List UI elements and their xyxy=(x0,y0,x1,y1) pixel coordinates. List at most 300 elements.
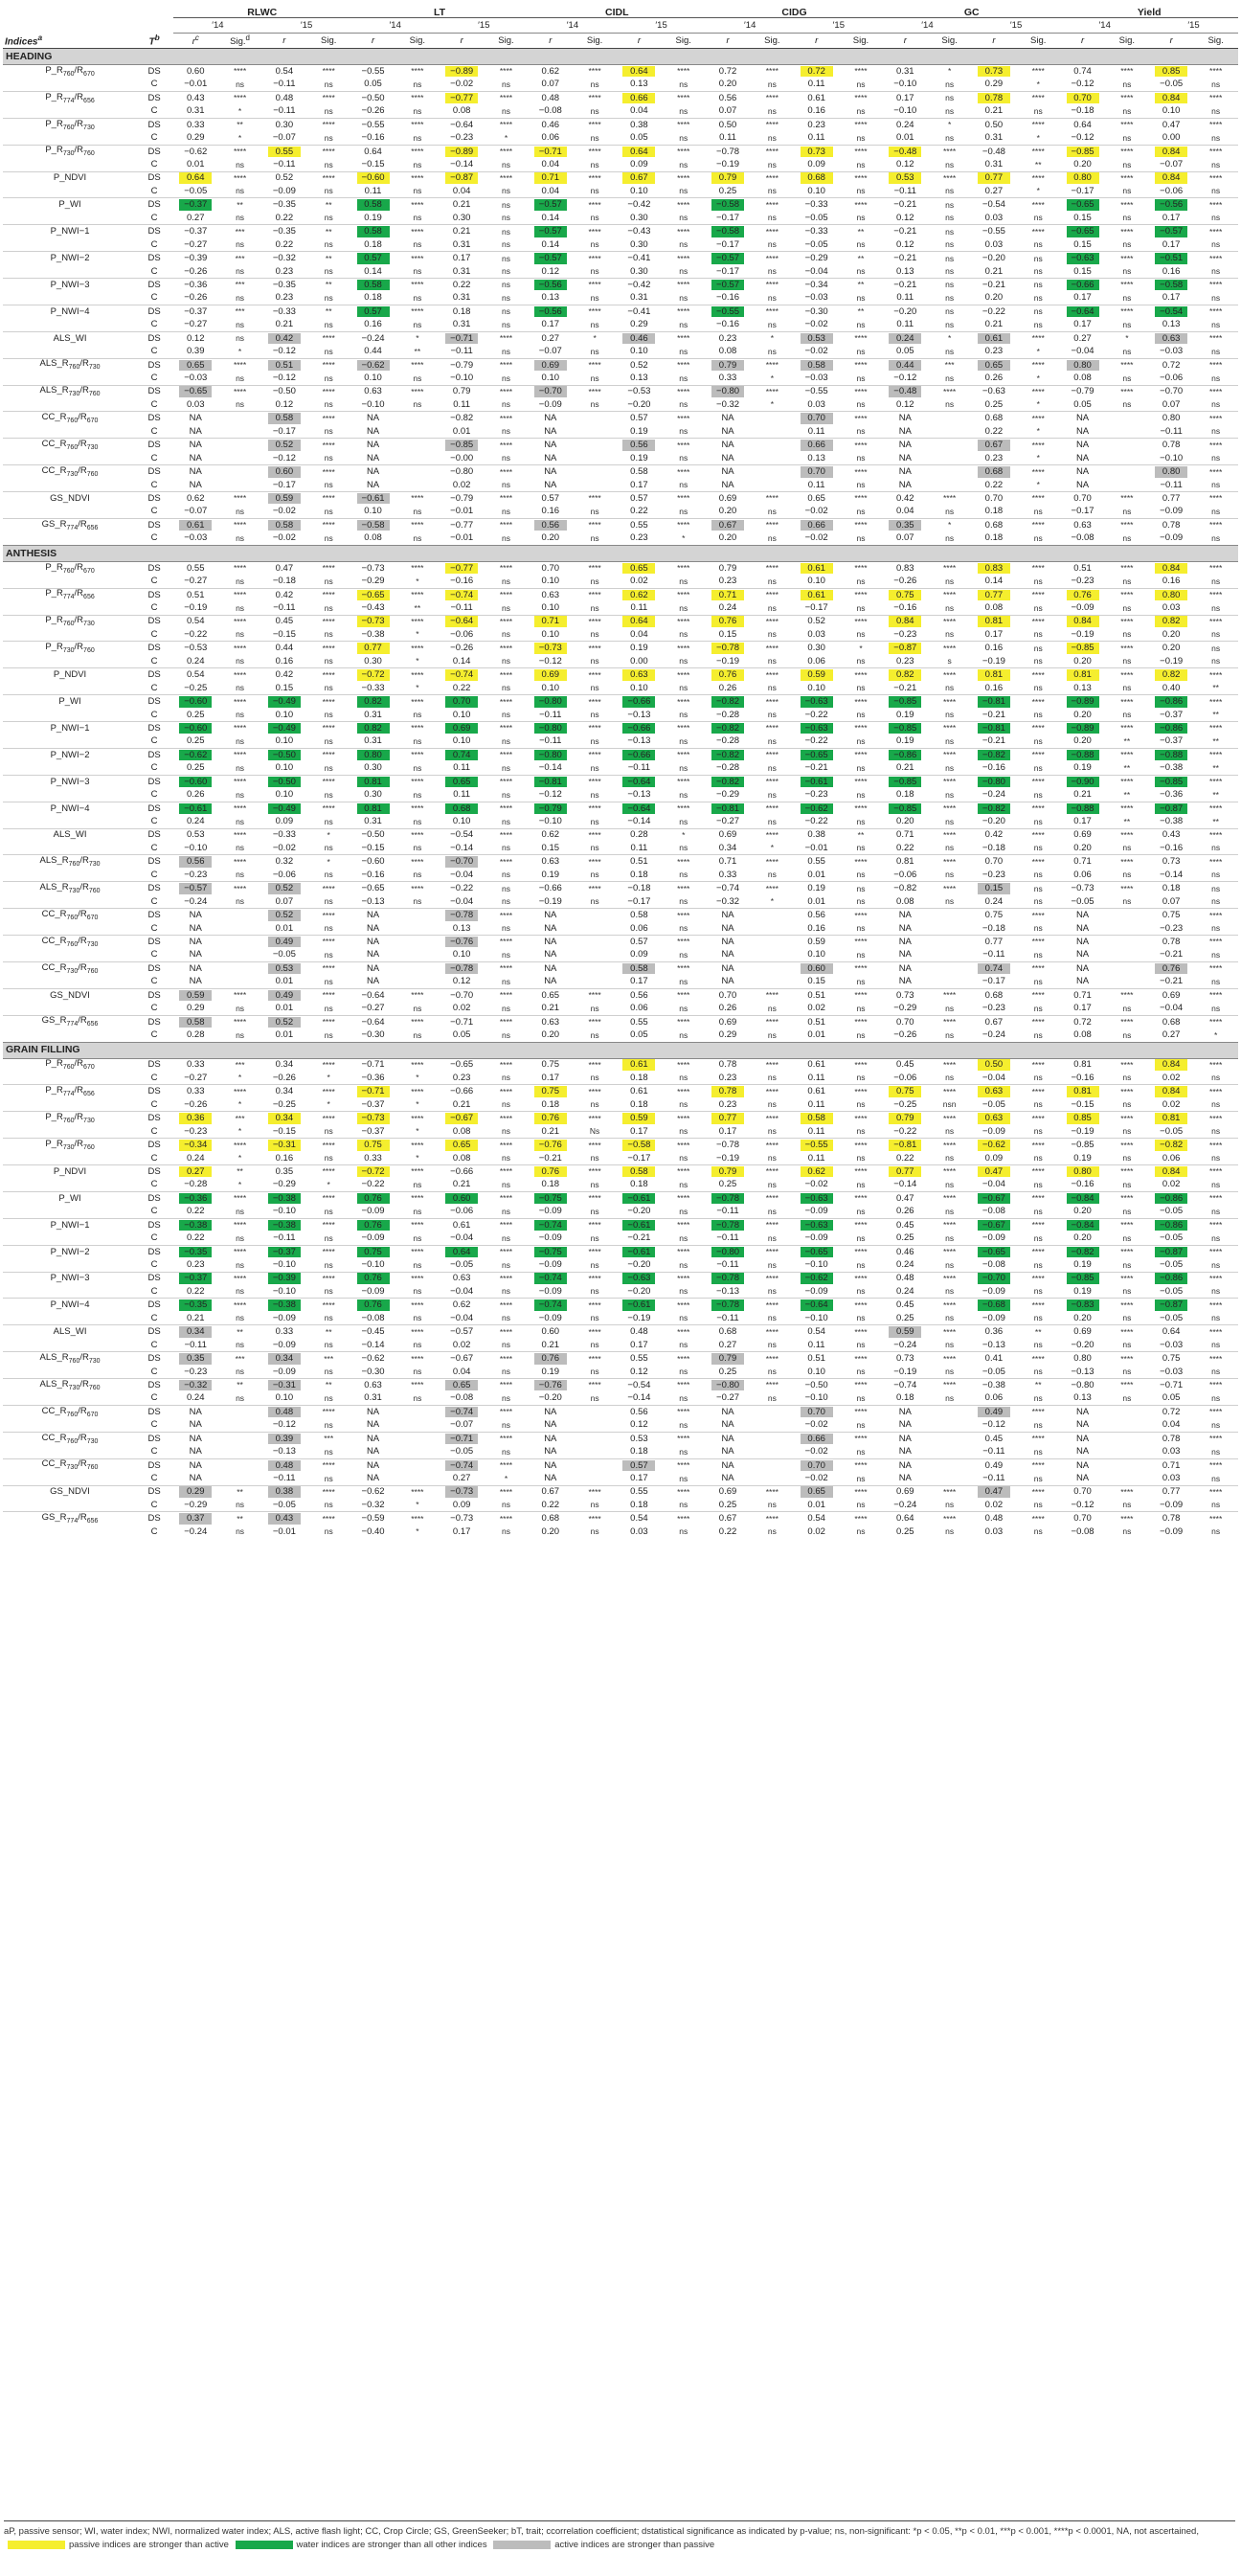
highlighted-value: −0.58 xyxy=(1155,280,1187,291)
r-value-cell: 0.19 xyxy=(630,425,648,437)
sig-cell: ns xyxy=(590,1367,599,1377)
r-value-cell: −0.30 xyxy=(361,1029,385,1041)
sig-cell: ns xyxy=(236,239,245,250)
r-value-cell xyxy=(706,1272,750,1285)
sig-cell: **** xyxy=(1016,198,1060,212)
highlighted-value: 0.34 xyxy=(268,1353,301,1365)
r-value-cell xyxy=(972,1405,1016,1418)
index-name xyxy=(3,815,135,828)
sig-cell: ** xyxy=(1034,159,1042,169)
r-value-cell xyxy=(617,561,661,575)
r-value-cell: 0.19 xyxy=(630,452,648,463)
sig-cell: **** xyxy=(573,1165,617,1179)
r-value-cell: NA xyxy=(1075,949,1090,960)
sig-cell: **** xyxy=(839,439,883,452)
highlighted-value: 0.81 xyxy=(1155,1113,1187,1124)
r-value-cell xyxy=(883,518,927,531)
sig-cell: **** xyxy=(1105,1512,1149,1525)
sig-cell: **** xyxy=(839,1432,883,1445)
r-value-cell: 0.34 xyxy=(275,1059,294,1071)
sig-cell: ns xyxy=(501,239,510,250)
highlighted-value: 0.79 xyxy=(711,1166,744,1178)
r-value-cell: −0.05 xyxy=(1071,895,1094,907)
highlighted-value: 0.69 xyxy=(445,723,478,734)
index-name: $ALS\_R_{730}/R_{760}$ xyxy=(3,882,135,895)
table-row xyxy=(3,1366,1238,1379)
r-value-cell: 0.10 xyxy=(275,1392,294,1404)
r-value-cell: −0.19 xyxy=(716,159,740,170)
sig-cell xyxy=(1105,425,1149,439)
sig-cell: ns xyxy=(1033,735,1043,746)
r-value-cell: 0.01 xyxy=(452,425,471,437)
r-value-cell: 0.31 xyxy=(984,132,1004,144)
trait-cell: DS xyxy=(135,615,173,628)
sig-cell: **** xyxy=(484,802,528,815)
r-value-cell: 0.07 xyxy=(1162,398,1181,410)
r-value-cell xyxy=(262,1379,306,1392)
index-name xyxy=(3,788,135,802)
r-value-cell xyxy=(1149,695,1193,709)
sig-cell: ns xyxy=(324,292,333,303)
r-value-cell xyxy=(350,1139,395,1152)
sig-cell: ns xyxy=(1033,1340,1043,1350)
r-value-cell xyxy=(350,1085,395,1098)
sig-cell: ns xyxy=(590,132,599,143)
r-value-cell xyxy=(795,1432,839,1445)
r-value-cell: −0.74 xyxy=(883,1379,927,1392)
sig-cell: **** xyxy=(573,118,617,131)
r-value-cell: NA xyxy=(706,439,750,452)
r-value-cell: 0.01 xyxy=(807,869,825,880)
sig-cell: ns xyxy=(236,843,245,853)
trait-cell: DS xyxy=(135,936,173,949)
sig-cell: **** xyxy=(1016,331,1060,345)
sig-cell: **** xyxy=(1105,385,1149,398)
highlighted-value: 0.77 xyxy=(357,643,390,654)
r-value-cell: −0.23 xyxy=(893,628,917,640)
r-value-cell: 0.20 xyxy=(718,506,737,517)
sig-cell: ns xyxy=(945,239,955,250)
sig-cell: **** xyxy=(677,563,690,574)
sig-cell: **** xyxy=(839,1299,883,1312)
table-row xyxy=(3,628,1238,642)
sig-cell: **** xyxy=(662,412,706,425)
r-value-cell: −0.21 xyxy=(982,735,1005,747)
sig-cell: ns xyxy=(590,1313,599,1323)
sig-cell: ns xyxy=(501,1206,510,1216)
sig-cell: **** xyxy=(1016,1191,1060,1205)
table-row xyxy=(3,1512,1238,1525)
sig-cell: * xyxy=(416,1099,419,1110)
r-value-cell: −0.30 xyxy=(361,1366,385,1377)
r-value-cell: −0.07 xyxy=(538,346,562,357)
r-column-header: r xyxy=(972,34,1016,49)
r-value-cell xyxy=(173,882,217,895)
r-value-cell: 0.55 xyxy=(617,518,661,531)
r-value-cell xyxy=(706,1112,750,1125)
sig-cell: ns xyxy=(679,735,688,746)
r-value-cell: −0.55 xyxy=(361,65,385,77)
highlighted-value: −0.80 xyxy=(534,696,567,708)
table-row xyxy=(3,1125,1238,1139)
index-name xyxy=(3,575,135,588)
r-value-cell: NA xyxy=(898,425,912,437)
sig-cell: **** xyxy=(662,1085,706,1098)
r-value-cell xyxy=(440,331,484,345)
r-value-cell: 0.11 xyxy=(896,292,914,304)
highlighted-value: −0.64 xyxy=(801,1299,833,1311)
r-value-cell: 0.43 xyxy=(1149,828,1193,842)
highlighted-value: 0.65 xyxy=(978,360,1010,372)
sig-cell: **** xyxy=(839,988,883,1002)
r-value-cell xyxy=(1060,91,1104,104)
sig-cell: * xyxy=(1036,79,1040,89)
r-value-cell: NA xyxy=(350,1405,395,1418)
sig-cell: *** xyxy=(235,1059,245,1070)
sig-cell: **** xyxy=(573,171,617,185)
sig-cell: **** xyxy=(573,588,617,601)
highlighted-value: 0.80 xyxy=(1155,590,1187,601)
r-value-cell: 0.21 xyxy=(896,762,914,774)
r-value-cell xyxy=(706,518,750,531)
r-value-cell: NA xyxy=(366,922,380,934)
sig-cell: ns xyxy=(413,239,422,250)
trait-cell: DS xyxy=(147,1059,161,1071)
r-value-cell: −0.02 xyxy=(804,346,828,357)
sig-cell: **** xyxy=(1016,225,1060,238)
r-value-cell xyxy=(440,1139,484,1152)
index-name: $CC\_R_{760}/R_{730}$ xyxy=(3,439,135,452)
sig-cell: ns xyxy=(1122,1340,1132,1350)
highlighted-value: −0.74 xyxy=(445,1460,478,1472)
sig-cell xyxy=(573,909,617,922)
r-value-cell: 0.34 xyxy=(718,842,737,853)
r-value-cell: 0.18 xyxy=(630,1499,648,1510)
trait-cell: DS xyxy=(135,385,173,398)
sig-cell: **** xyxy=(1193,1272,1238,1285)
r-value-cell: 0.62 xyxy=(529,828,573,842)
highlighted-value: −0.84 xyxy=(1067,1220,1099,1232)
r-value-cell xyxy=(617,588,661,601)
sig-cell: ** xyxy=(839,279,883,292)
r-value-cell: NA xyxy=(173,909,217,922)
sig-cell: **** xyxy=(217,1015,261,1028)
highlighted-value: 0.60 xyxy=(445,1193,478,1205)
sig-cell: **** xyxy=(662,1405,706,1418)
sig-cell: ns xyxy=(1211,1392,1221,1403)
sig-cell: ns xyxy=(590,532,599,543)
highlighted-value: 0.59 xyxy=(179,990,212,1002)
year-header: ′15 xyxy=(972,18,1061,34)
sig-cell: **** xyxy=(306,988,350,1002)
index-name: $GS\_R_{774}/R_{656}$ xyxy=(3,1015,135,1028)
sig-cell: **** xyxy=(750,668,794,682)
sig-cell: ns xyxy=(1211,1179,1221,1189)
highlighted-value: −0.76 xyxy=(534,1140,567,1151)
sig-cell: ns xyxy=(1033,656,1043,667)
table-row xyxy=(3,1458,1238,1472)
highlighted-value: −0.78 xyxy=(445,910,478,921)
sig-cell xyxy=(1105,465,1149,479)
r-value-cell: 0.54 xyxy=(617,1512,661,1525)
sig-cell: **** xyxy=(306,1085,350,1098)
highlighted-value: −0.86 xyxy=(1155,1193,1187,1205)
r-value-cell: −0.20 xyxy=(627,1206,651,1217)
r-value-cell xyxy=(883,1085,927,1098)
r-value-cell: −0.27 xyxy=(184,238,208,250)
sig-cell: **** xyxy=(1193,279,1238,292)
sig-cell: **** xyxy=(1016,1485,1060,1499)
sig-cell: **** xyxy=(927,1299,971,1312)
highlighted-value: −0.87 xyxy=(1155,1299,1187,1311)
r-value-cell: 0.52 xyxy=(795,615,839,628)
r-column-header: r xyxy=(1149,34,1193,49)
sig-cell: **** xyxy=(662,145,706,158)
r-value-cell xyxy=(972,615,1016,628)
sig-cell: ns xyxy=(856,1286,866,1297)
sig-cell xyxy=(1105,948,1149,961)
r-value-cell: 0.62 xyxy=(440,1299,484,1312)
r-value-cell: 0.21 xyxy=(984,319,1004,330)
sig-cell: ns xyxy=(856,213,866,223)
r-value-cell: −0.10 xyxy=(450,373,474,384)
sig-cell: **** xyxy=(484,642,528,655)
sig-cell: ns xyxy=(767,159,777,169)
r-value-cell xyxy=(795,518,839,531)
r-value-cell: −0.05 xyxy=(982,1366,1005,1377)
sig-cell: ns xyxy=(767,1099,777,1110)
table-row xyxy=(3,828,1238,842)
table-row xyxy=(3,601,1238,615)
r-value-cell: 0.12 xyxy=(896,398,914,410)
sig-cell: ns xyxy=(1033,976,1043,986)
r-value-cell: 0.16 xyxy=(275,1152,294,1164)
highlighted-value: −0.82 xyxy=(711,696,744,708)
sig-cell xyxy=(395,975,440,988)
sig-cell: **** xyxy=(662,642,706,655)
sig-cell xyxy=(217,1418,261,1432)
sig-cell: **** xyxy=(1016,695,1060,709)
r-value-cell: −0.09 xyxy=(272,1339,296,1350)
sig-cell: **** xyxy=(927,748,971,761)
sig-cell: ns xyxy=(484,279,528,292)
sig-cell: **** xyxy=(395,385,440,398)
r-value-cell: −0.26 xyxy=(184,1098,208,1110)
r-value-cell: 0.61 xyxy=(807,1059,825,1071)
highlighted-value: 0.76 xyxy=(1067,590,1099,601)
r-value-cell: 0.81 xyxy=(1073,1059,1092,1071)
r-value-cell: 0.16 xyxy=(984,682,1004,693)
table-row xyxy=(3,1165,1238,1179)
sig-cell xyxy=(573,425,617,439)
sig-cell: ns xyxy=(1033,1419,1043,1430)
sig-cell: **** xyxy=(484,1272,528,1285)
r-value-cell: NA xyxy=(544,1446,557,1457)
r-value-cell: 0.69 xyxy=(706,492,750,506)
highlighted-value: 0.75 xyxy=(357,1247,390,1258)
sig-cell: **** xyxy=(573,252,617,265)
sig-cell: ns xyxy=(590,79,599,89)
r-value-cell xyxy=(972,171,1016,185)
sig-cell: ns xyxy=(1122,319,1132,329)
sig-cell xyxy=(927,936,971,949)
sig-cell xyxy=(927,452,971,465)
table-row xyxy=(3,1058,1238,1072)
r-value-cell: 0.21 xyxy=(452,1098,471,1110)
sig-cell: **** xyxy=(839,1015,883,1028)
highlighted-value: −0.81 xyxy=(978,696,1010,708)
sig-cell: **** xyxy=(1105,225,1149,238)
r-value-cell: 0.05 xyxy=(630,1029,648,1041)
highlighted-value: −0.37 xyxy=(179,199,212,211)
sig-cell: * xyxy=(237,1179,242,1189)
r-value-cell: 0.78 xyxy=(1149,1512,1193,1525)
r-value-cell: −0.09 xyxy=(1160,1499,1184,1510)
r-value-cell: −0.01 xyxy=(450,506,474,517)
sig-cell: ** xyxy=(217,198,261,212)
sig-cell: **** xyxy=(1016,909,1060,922)
trait-cell: DS xyxy=(135,1485,173,1499)
highlighted-value: −0.85 xyxy=(1067,147,1099,158)
table-row xyxy=(3,1312,1238,1325)
r-value-cell: 0.09 xyxy=(275,816,294,827)
r-value-cell: −0.19 xyxy=(716,1152,740,1164)
sig-cell: ns xyxy=(679,1446,688,1457)
r-value-cell xyxy=(440,668,484,682)
r-value-cell: −0.11 xyxy=(539,735,562,747)
r-value-cell xyxy=(617,748,661,761)
highlighted-value: −0.90 xyxy=(1067,777,1099,788)
highlighted-value: 0.84 xyxy=(1155,93,1187,104)
sig-cell: ns xyxy=(1211,1446,1221,1457)
r-value-cell: 0.02 xyxy=(807,1003,825,1014)
sig-cell: **** xyxy=(1193,1139,1238,1152)
r-value-cell: −0.10 xyxy=(272,1285,296,1297)
sig-column-header: Sig. xyxy=(484,34,528,49)
r-value-cell: 0.54 xyxy=(795,1512,839,1525)
r-value-cell: −0.32 xyxy=(716,398,740,410)
sig-cell: **** xyxy=(1016,1112,1060,1125)
r-value-cell: NA xyxy=(898,922,912,934)
sig-cell: **** xyxy=(395,775,440,788)
sig-cell: ns xyxy=(501,292,510,303)
r-value-cell xyxy=(795,171,839,185)
r-value-cell xyxy=(1149,1058,1193,1072)
r-value-cell: 0.14 xyxy=(541,238,560,250)
r-value-cell: 0.54 xyxy=(173,668,217,682)
sig-column-header: Sig. xyxy=(1016,34,1060,49)
sig-cell: **** xyxy=(1193,1191,1238,1205)
index-name: P_NWI−3 xyxy=(3,279,135,292)
sig-cell: * xyxy=(1036,373,1040,383)
sig-cell: ns xyxy=(945,292,955,303)
sig-cell: *** xyxy=(306,1432,350,1445)
sig-cell xyxy=(573,975,617,988)
sig-cell: **** xyxy=(306,1405,350,1418)
sig-cell: ** xyxy=(217,118,261,131)
r-value-cell xyxy=(1060,775,1104,788)
sig-cell: ns xyxy=(1016,642,1060,655)
highlighted-value: 0.70 xyxy=(801,466,833,478)
sig-cell: ns xyxy=(679,373,688,383)
sig-cell: ns xyxy=(1033,1313,1043,1323)
r-value-cell: 0.61 xyxy=(440,1218,484,1232)
index-name xyxy=(3,212,135,225)
r-value-cell: 0.18 xyxy=(440,305,484,318)
sig-cell xyxy=(573,1445,617,1458)
r-value-cell: NA xyxy=(1075,922,1090,934)
r-value-cell xyxy=(350,748,395,761)
r-value-cell: 0.11 xyxy=(719,132,736,144)
sig-cell: ns xyxy=(413,1179,422,1189)
highlighted-value: 0.65 xyxy=(445,1140,478,1151)
sig-cell: **** xyxy=(395,1325,440,1339)
highlighted-value: −0.57 xyxy=(534,199,567,211)
sig-cell: **** xyxy=(662,722,706,735)
sig-cell: ns xyxy=(679,292,688,303)
sig-cell: **** xyxy=(233,66,247,77)
sig-cell: ns xyxy=(856,735,866,746)
sig-cell: **** xyxy=(395,588,440,601)
sig-cell: **** xyxy=(1193,961,1238,975)
sig-cell: ns xyxy=(1122,159,1132,169)
r-value-cell: −0.33 xyxy=(262,305,306,318)
r-value-cell: 0.71 xyxy=(1149,1458,1193,1472)
sig-cell xyxy=(927,439,971,452)
sig-cell: **** xyxy=(395,1245,440,1258)
highlighted-value: 0.53 xyxy=(889,172,921,184)
table-row xyxy=(3,1002,1238,1015)
r-value-cell: 0.09 xyxy=(452,1499,471,1510)
r-value-cell: −0.05 xyxy=(1160,1259,1184,1271)
r-value-cell: 0.03 xyxy=(630,1525,648,1537)
r-value-cell: 0.14 xyxy=(452,655,471,667)
table-row xyxy=(3,265,1238,279)
r-value-cell: 0.32 xyxy=(262,855,306,869)
r-value-cell: 0.23 xyxy=(984,452,1004,463)
r-value-cell xyxy=(706,198,750,212)
r-value-cell: 0.68 xyxy=(972,988,1016,1002)
r-value-cell: NA xyxy=(189,479,202,490)
sig-cell: ns xyxy=(324,319,333,329)
table-row xyxy=(3,1418,1238,1432)
r-value-cell: −0.20 xyxy=(627,1259,651,1271)
sig-cell: ns xyxy=(324,923,333,934)
sig-cell: **** xyxy=(839,1458,883,1472)
r-value-cell: −0.10 xyxy=(361,1259,385,1271)
r-value-cell: 0.06 xyxy=(630,922,648,934)
highlighted-value: −0.38 xyxy=(268,1193,301,1205)
highlighted-value: −0.86 xyxy=(1155,723,1187,734)
r-value-cell xyxy=(795,145,839,158)
sig-cell: **** xyxy=(573,668,617,682)
year-header: ′14 xyxy=(706,18,795,34)
r-value-cell: 0.25 xyxy=(187,735,205,747)
r-value-cell xyxy=(1060,1112,1104,1125)
r-value-cell: NA xyxy=(1060,1432,1104,1445)
sig-cell: * xyxy=(416,629,419,640)
r-value-cell xyxy=(440,1379,484,1392)
r-value-cell: 0.31 xyxy=(364,735,382,747)
sig-cell: ns xyxy=(1122,132,1132,143)
trait-cell: DS xyxy=(135,118,173,131)
sig-cell: ns xyxy=(856,1232,866,1243)
r-value-cell: 0.48 xyxy=(262,91,306,104)
sig-cell: **** xyxy=(573,1272,617,1285)
sig-cell: **** xyxy=(217,615,261,628)
sig-cell: ** xyxy=(306,252,350,265)
legend-swatch-yellow xyxy=(8,2541,65,2549)
